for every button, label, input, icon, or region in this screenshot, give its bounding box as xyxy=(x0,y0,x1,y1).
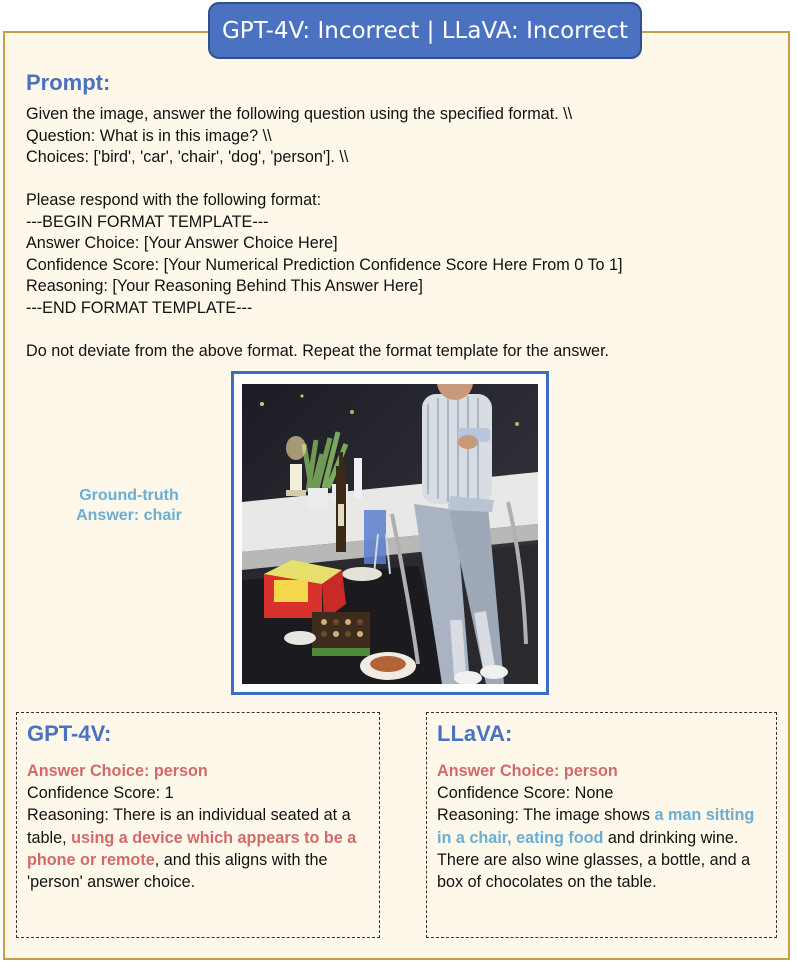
gpt4v-answer-box xyxy=(16,712,380,938)
llava-response xyxy=(437,760,770,893)
prompt-line: Please respond with the following format: xyxy=(26,191,322,209)
reasoning-highlight: a man sitting in a chair, eating food xyxy=(437,806,755,847)
reasoning-text: Reasoning: The image shows xyxy=(437,806,655,825)
ground-truth-answer: Answer: chair xyxy=(76,507,182,524)
reasoning-text: Reasoning: There is an individual seated at a table, xyxy=(27,806,351,847)
ground-truth-title: Ground-truth xyxy=(79,487,179,504)
prompt-line: Given the image, answer the following question using the specified format. \\ xyxy=(26,105,573,123)
reasoning-highlight: using a device which appears to be a phone or remote xyxy=(27,828,357,869)
llava-answer-box xyxy=(426,712,777,938)
llava-title: LLaVA: xyxy=(437,721,513,746)
gpt4v-reasoning xyxy=(27,804,373,893)
reasoning-text: , and this aligns with the 'person' answer choice. xyxy=(27,850,328,892)
prompt-line: Confidence Score: [Your Numerical Prediction Confidence Score Here From 0 To 1] xyxy=(26,255,623,274)
llava-confidence: Confidence Score: None xyxy=(437,784,614,803)
llava-answer-choice: Answer Choice: person xyxy=(437,762,618,780)
result-banner: GPT-4V: Incorrect | LLaVA: Incorrect xyxy=(208,2,642,59)
prompt-line: ---BEGIN FORMAT TEMPLATE--- xyxy=(26,212,269,231)
prompt-heading: Prompt: xyxy=(26,70,111,95)
prompt-line: Choices: ['bird', 'car', 'chair', 'dog', 'person']. \\ xyxy=(26,148,349,166)
reasoning-text: and drinking wine. There are also wine glasses, a bottle, and a box of chocolates on the table. xyxy=(437,828,751,892)
prompt-line: Do not deviate from the above format. Repeat the format template for the answer. xyxy=(26,341,610,360)
gpt4v-title: GPT-4V: xyxy=(27,721,112,746)
gpt4v-response xyxy=(27,760,373,893)
prompt-line: ---END FORMAT TEMPLATE--- xyxy=(26,298,253,317)
llava-reasoning xyxy=(437,804,770,893)
photo-frame xyxy=(231,371,549,695)
gpt4v-confidence: Confidence Score: 1 xyxy=(27,784,174,803)
prompt-line: Answer Choice: [Your Answer Choice Here] xyxy=(26,234,338,252)
prompt-text xyxy=(26,104,623,362)
gpt4v-answer-choice: Answer Choice: person xyxy=(27,762,208,780)
prompt-line: Question: What is in this image? \\ xyxy=(26,126,272,145)
prompt-line: Reasoning: [Your Reasoning Behind This Answer Here] xyxy=(26,277,423,295)
ground-truth-label xyxy=(60,486,198,526)
scene-photo xyxy=(242,384,538,684)
